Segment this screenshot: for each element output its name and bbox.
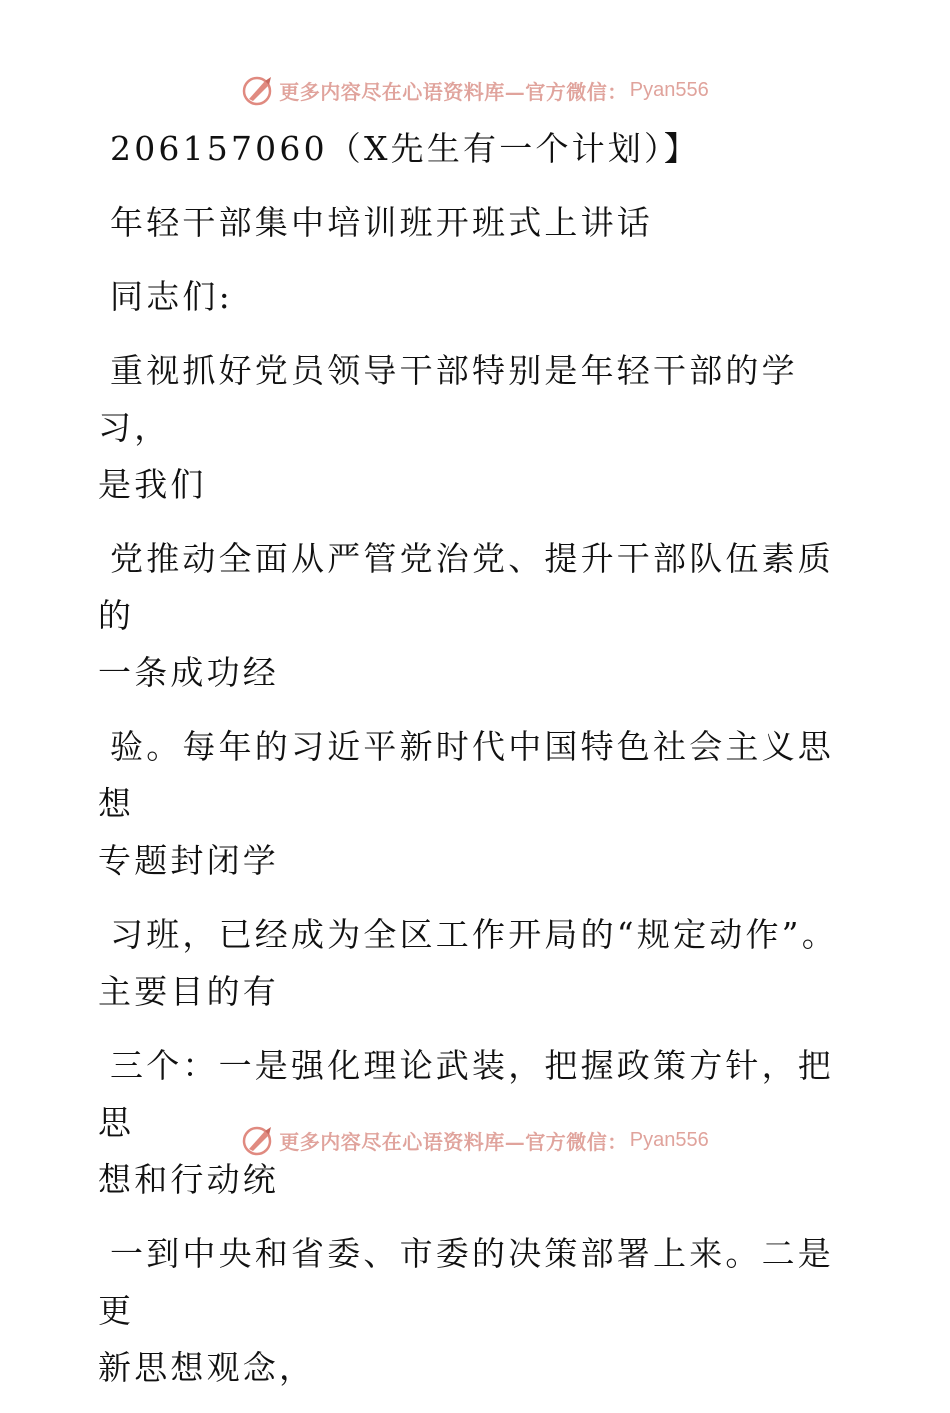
paragraph	[98, 530, 838, 701]
paragraph	[98, 120, 838, 177]
paragraph-line: 是我们	[98, 465, 207, 504]
pen-logo-icon	[241, 1123, 275, 1157]
paragraph-line: 习班，已经成为全区工作开局的“规定动作”。	[110, 915, 838, 954]
paragraph	[98, 906, 838, 1020]
footer-watermark	[0, 1120, 950, 1160]
paragraph-line: 专题封闭学	[98, 841, 279, 880]
watermark-text: 更多内容尽在心语资料库—官方微信：	[279, 79, 628, 104]
document-body	[98, 120, 838, 1413]
paragraph	[98, 1225, 838, 1396]
paragraph-line: 三个：一是强化理论武装，把握政策方针，把思	[98, 1046, 834, 1142]
paragraph-line: 一到中央和省委、市委的决策部署上来。二是更	[98, 1234, 834, 1330]
paragraph-line: 同志们:	[110, 277, 233, 316]
watermark-text: 更多内容尽在心语资料库—官方微信：	[279, 1129, 628, 1154]
header-watermark	[0, 70, 950, 110]
document-title	[98, 194, 838, 251]
salutation	[98, 268, 838, 325]
paragraph-line: 一条成功经	[98, 653, 279, 692]
paragraph	[98, 342, 838, 513]
pen-logo-icon	[241, 73, 275, 107]
paragraph-line: 验。每年的习近平新时代中国特色社会主义思想	[98, 727, 834, 823]
paragraph	[98, 718, 838, 889]
paragraph-line: 想和行动统	[98, 1160, 279, 1199]
paragraph-line: 年轻干部集中培训班开班式上讲话	[110, 203, 653, 242]
watermark-wechat-id: Pyan556	[629, 78, 709, 101]
paragraph-line: 新思想观念，	[98, 1348, 316, 1387]
paragraph-line: 重视抓好党员领导干部特别是年轻干部的学习，	[98, 351, 798, 447]
paragraph-line: 主要目的有	[98, 972, 279, 1011]
paragraph-line: 党推动全面从严管党治党、提升干部队伍素质的	[98, 539, 834, 635]
paragraph-line: 206157060（X先生有一个计划）】	[110, 129, 700, 168]
watermark-wechat-id: Pyan556	[629, 1128, 709, 1151]
